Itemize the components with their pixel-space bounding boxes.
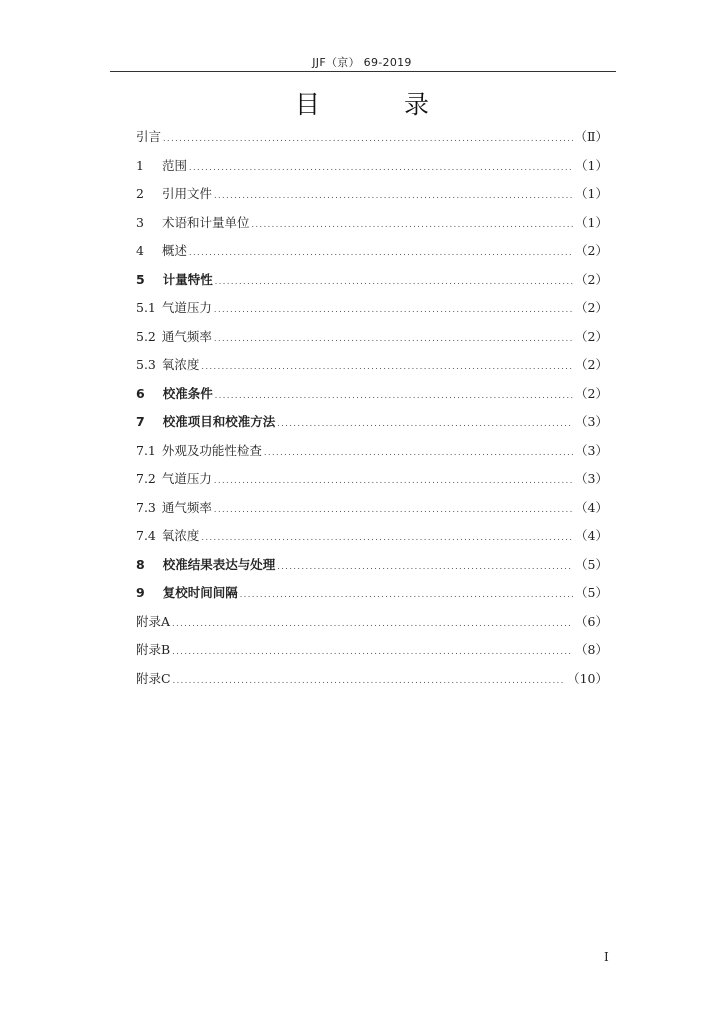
toc-entry-number: 7.1 [136, 442, 156, 458]
dot-leader [277, 553, 573, 582]
toc-entry-number: 5.3 [136, 357, 156, 372]
toc-entry-page: （6） [575, 613, 608, 629]
toc-entry-page: （4） [575, 499, 608, 515]
toc-entry [136, 180, 608, 209]
toc-entry-page: （5） [575, 556, 608, 572]
toc-entry-page: （4） [575, 528, 608, 543]
page-number: I [604, 950, 609, 964]
toc-entry [136, 494, 608, 523]
header-rule [110, 71, 616, 72]
toc-entry [136, 294, 608, 323]
dot-leader [214, 182, 573, 211]
dot-leader [215, 268, 573, 297]
dot-leader [214, 325, 573, 354]
toc-entry-page: （2） [575, 243, 608, 258]
toc-entry-text: 校准条件 [162, 385, 213, 401]
toc-entry-text: 氧浓度 [161, 528, 200, 543]
dot-leader [240, 581, 573, 610]
toc-entry [136, 266, 608, 295]
toc-entry-page: （8） [575, 642, 608, 657]
dot-leader [215, 382, 573, 411]
toc-entry-text: 概述 [161, 243, 187, 258]
toc-entry-text: 复校时间间隔 [162, 585, 238, 600]
dot-leader [214, 467, 573, 496]
toc-entry-label [136, 665, 171, 694]
toc-entry [136, 551, 608, 580]
toc-entry-label [136, 408, 275, 437]
toc-entry-page: （10） [567, 670, 608, 686]
toc-entry [136, 351, 608, 380]
toc-entry-text: 通气频率 [161, 328, 212, 344]
toc-entry-label [136, 209, 249, 238]
toc-entry-label [136, 437, 262, 466]
dot-leader [264, 439, 573, 468]
toc-entry [136, 152, 608, 181]
toc-entry-label [136, 351, 199, 380]
toc-entry-label [136, 123, 161, 152]
dot-leader [173, 667, 566, 696]
toc-entry-number: 7.2 [136, 471, 156, 486]
toc-entry-number: 9 [136, 585, 145, 600]
toc-entry-text: 校准项目和校准方法 [162, 414, 276, 429]
toc-entry-page: （3） [575, 414, 608, 429]
toc-entry-page: （1） [575, 214, 608, 230]
toc-entry-number: 5.2 [136, 328, 156, 344]
toc-entry-number: 6 [136, 385, 145, 401]
toc-entry-number: 7 [136, 414, 145, 429]
toc-entry-text: 引言 [136, 129, 162, 144]
toc-entry-text: 通气频率 [161, 499, 212, 515]
toc-entry-label [136, 551, 275, 580]
toc-entry-label [136, 323, 212, 352]
toc-entry-number: 2 [136, 186, 144, 201]
toc-entry-label [136, 494, 212, 523]
toc-entry [136, 437, 608, 466]
toc-entry-label [136, 294, 212, 323]
toc-entry [136, 465, 608, 494]
toc-entry-label [136, 237, 187, 266]
dot-leader [172, 610, 573, 639]
dot-leader [172, 638, 573, 667]
toc-entry-label [136, 579, 238, 608]
toc-entry-page: （2） [575, 271, 608, 287]
dot-leader [251, 211, 573, 240]
toc-entry-label [136, 465, 212, 494]
toc-entry-number: 1 [136, 157, 144, 173]
toc-entry-page: （3） [575, 471, 608, 486]
toc-entry-number: 7.3 [136, 499, 156, 515]
toc-entry-text: 术语和计量单位 [161, 214, 250, 230]
toc-entry-text: 范围 [161, 157, 187, 173]
toc-entry-page: （2） [575, 328, 608, 344]
toc-entry-text: 气道压力 [161, 471, 212, 486]
document-code-header: JJF（京） 69-2019 [312, 56, 412, 69]
toc-entry [136, 123, 608, 152]
toc-entry-label [136, 266, 213, 295]
toc-entry-text: 附录A [136, 613, 171, 629]
toc-entry-page: （Ⅱ） [574, 129, 608, 144]
toc-entry-page: （1） [575, 186, 608, 201]
toc-entry-label [136, 608, 170, 637]
dot-leader [214, 296, 573, 325]
toc-entry [136, 522, 608, 551]
toc-entry-text: 附录C [136, 670, 171, 686]
dot-leader [189, 154, 573, 183]
toc-entry [136, 665, 608, 694]
toc-entry-page: （2） [575, 357, 608, 372]
dot-leader [163, 125, 572, 154]
toc-entry-text: 氧浓度 [161, 357, 200, 372]
dot-leader [189, 239, 573, 268]
toc-entry-page: （3） [575, 442, 608, 458]
toc-entry-text: 气道压力 [161, 300, 212, 315]
toc-entry-label [136, 522, 199, 551]
toc-entry-number: 7.4 [136, 528, 156, 543]
toc-entry-page: （1） [575, 157, 608, 173]
toc-entry [136, 380, 608, 409]
toc-entry-text: 校准结果表达与处理 [162, 556, 276, 572]
toc-entry-page: （2） [575, 385, 608, 401]
toc-entry-text: 附录B [136, 642, 171, 657]
toc-entry [136, 408, 608, 437]
toc-entry-label [136, 180, 212, 209]
toc-entry-number: 8 [136, 556, 145, 572]
toc-entry-label [136, 152, 187, 181]
toc-entry-page: （2） [575, 300, 608, 315]
toc-entry [136, 209, 608, 238]
toc-entry-text: 引用文件 [161, 186, 212, 201]
toc-entry [136, 579, 608, 608]
toc-entry-text: 计量特性 [162, 271, 213, 287]
toc-entry-number: 5 [136, 271, 145, 287]
toc-entry-text: 外观及功能性检查 [161, 442, 262, 458]
dot-leader [201, 524, 573, 553]
toc-entry-number: 5.1 [136, 300, 156, 315]
dot-leader [214, 496, 573, 525]
toc-entry-label [136, 380, 213, 409]
toc-entry-page: （5） [575, 585, 608, 600]
toc-entry [136, 636, 608, 665]
toc-entry-label [136, 636, 170, 665]
dot-leader [277, 410, 573, 439]
dot-leader [201, 353, 573, 382]
toc-entry-number: 4 [136, 243, 144, 258]
toc-entry-number: 3 [136, 214, 144, 230]
table-of-contents [136, 123, 608, 693]
page-title: 目 录 [295, 90, 467, 119]
toc-entry [136, 608, 608, 637]
toc-entry [136, 237, 608, 266]
toc-entry [136, 323, 608, 352]
